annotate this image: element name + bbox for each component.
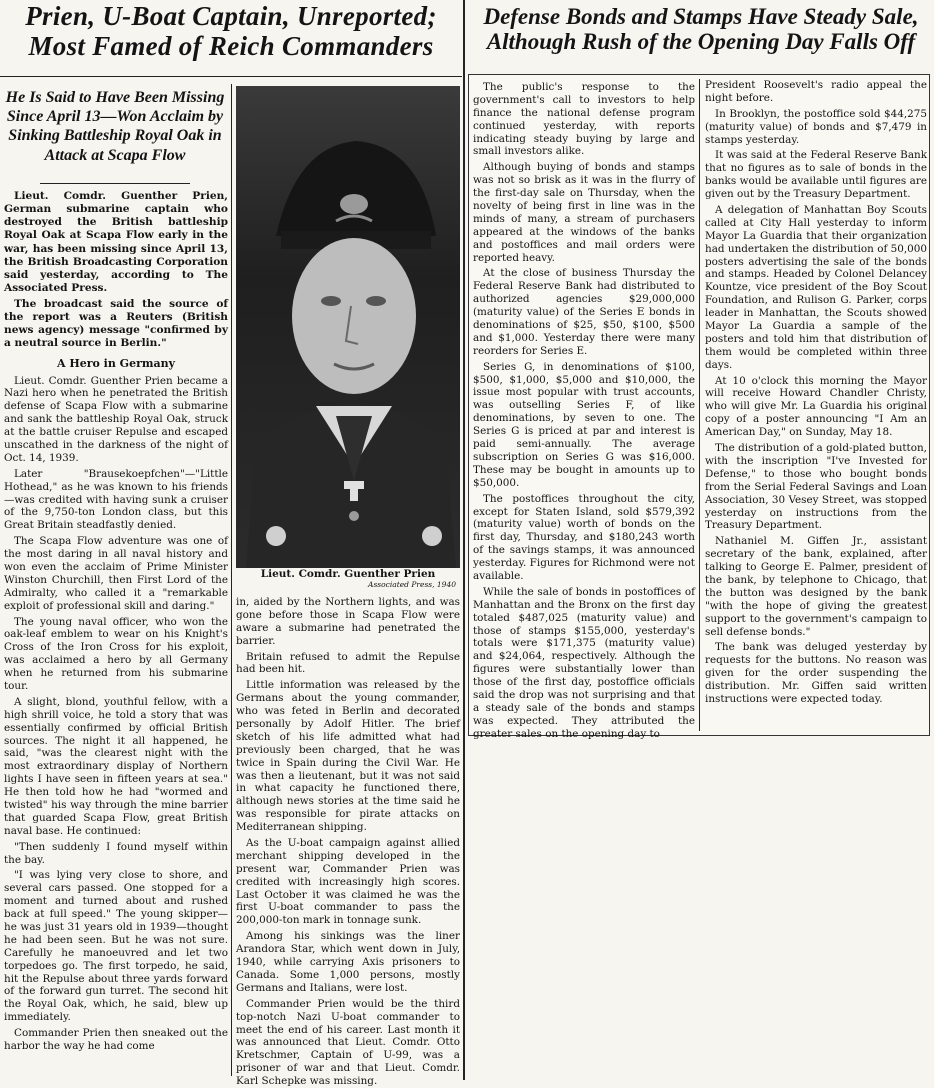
right-story-column-1 [473, 81, 695, 740]
paragraph: Among his sinkings was the liner Arandora Star, which went down in July, 1940, while carrying Axis prisoners to Canada. Some 1,000 persons, mostly Germans and Italians, were lost. [236, 930, 460, 994]
paragraph: The young naval officer, who won the oak-leaf emblem to wear on his Knight's Cross of the Iron Cross for his exploit, was acclaimed a hero by all Germany when he returned from his submarine tour. [4, 615, 228, 692]
paragraph: At 10 o'clock this morning the Mayor will receive Howard Chandler Christy, who will give Mr. La Guardia his original copy of a poster announcing "I Am an American Day," on Sunday, May 18. [705, 374, 927, 439]
paragraph: "Then suddenly I found myself within the bay. [4, 840, 228, 866]
right-column-divider [699, 79, 700, 731]
paragraph: Later "Brausekoepfchen"—"Little Hothead," as he was known to his friends—was credited with having sunk a cruiser of the 9,750-ton London class, but this Great Britain steadfastly denied. [4, 467, 228, 532]
portrait-photo [236, 86, 460, 568]
left-headline-area [0, 0, 462, 74]
paragraph: Britain refused to admit the Repulse had been hit. [236, 650, 460, 676]
paragraph: Commander Prien then sneaked out the harbor the way he had come [4, 1027, 228, 1053]
photo-caption [236, 568, 460, 592]
left-story-column-1 [4, 190, 228, 1076]
paragraph: Although buying of bonds and stamps was not so brisk as it was in the flurry of the first-day sale on Thursday, when the novelty of being first in line was in the minds of many, a stream of purchasers appeared at the windows of the banks and postoffices and mail orders were reported heavy. [473, 161, 695, 264]
paragraph: A delegation of Manhattan Boy Scouts called at City Hall yesterday to inform Mayor La Guardia that their organization had undertaken the distribution of 50,000 posters advertising the sale of the bonds and stamps. Headed by Colonel Delancey Kountze, vice president of the Boy Scout Foundation, and Rulison G. Parker, corps leader in Manhattan, the Scouts showed Mayor La Guardia a sample of the posters and told him that distribution of them would be completed within three days. [705, 204, 927, 371]
right-headline-line-1: Defense Bonds and Stamps Have Steady Sale, [483, 4, 919, 29]
column-divider-main [463, 0, 465, 1080]
paragraph: The postoffices throughout the city, except for Staten Island, sold $579,392 (maturity value) worth of bonds on the first day, Thursday, and $180,243 worth of the savings stamps, it was announced yesterday. Figures for Richmond were not available. [473, 492, 695, 582]
paragraph: Lieut. Comdr. Guenther Prien became a Nazi hero when he penetrated the British defense of Scapa Flow with a submarine and sank the battleship Royal Oak, struck at the battle cruiser Repulse and escaped unscathed in the darkness of the night of Oct. 14, 1939. [4, 374, 228, 464]
paragraph: The public's response to the government's call to investors to help finance the national defense program continued yesterday, with reports indicating steady buying by large and small investors alike. [473, 81, 695, 158]
left-headline-line-2: Most Famed of Reich Commanders [28, 30, 434, 61]
paragraph: It was said at the Federal Reserve Bank that no figures as to sale of bonds in the banks would be available until figures are given out by the Treasury Department. [705, 149, 927, 201]
right-headline-area [468, 0, 934, 74]
right-story-box [468, 74, 930, 740]
left-deck [2, 88, 228, 180]
deck-rule [40, 183, 190, 184]
headline-rule-left [0, 76, 462, 77]
paragraph: "I was lying very close to shore, and several cars passed. One stopped for a moment and turned about and rushed back at full speed." The young skipper—he was just 31 years old in 1939—thought he had been seen. But he was not sure. Carefully he manoeuvred and let two torpedoes go. The first torpedo, he said, hit the Repulse about three yards forward of the forward gun turret. The second hit the Royal Oak, which, he said, blew up immediately. [4, 869, 228, 1024]
paragraph: President Roosevelt's radio appeal the night before. [705, 79, 927, 104]
paragraph: Nathaniel M. Giffen Jr., assistant secretary of the bank, explained, after talking to George E. Palmer, president of the bank, by telephone to Chicago, that the button was designed by the bank "with the hope of giving the greatest support to the government's campaign to sell defense bonds." [705, 535, 927, 638]
paragraph: Little information was released by the Germans about the young commander, who was feted in Berlin and decorated personally by Adolf Hitler. The brief sketch of his life admitted what had previously been charged, that he was twice in Spain during the Civil War. He was then a lieutenant, but it was not said in what capacity he functioned there, although news stories at the time said he was responsible for pirate attacks on Mediterranean shipping. [236, 679, 460, 834]
paragraph: Lieut. Comdr. Guenther Prien, German submarine captain who destroyed the British battleship Royal Oak at Scapa Flow early in the war, has been missing since April 13, the British Broadcasting Corporation said yesterday, according to The Associated Press. [4, 190, 228, 294]
deck-text: He Is Said to Have Been Missing Since April 13—Won Acclaim by Sinking Battleship Royal Oak in Attack at Scapa Flow [5, 89, 225, 164]
right-story-column-2 [705, 79, 927, 733]
paragraph: In Brooklyn, the postoffice sold $44,275 (maturity value) of bonds and $7,479 in stamps yesterday. [705, 107, 927, 146]
subhead: A Hero in Germany [56, 356, 176, 370]
paragraph: A slight, blond, youthful fellow, with a high shrill voice, he told a story that was essentially confirmed by official British sources. The night it all happened, he said, "was the clearest night with the most extraordinary display of Northern lights I have seen in fifteen years at sea." He then told how he had "wormed and twisted" his way through the mine barrier that guarded Scapa Flow, great British naval base. He continued: [4, 695, 228, 837]
column-divider-left [231, 84, 232, 1076]
right-headline-line-2: Although Rush of the Opening Day Falls Off [486, 29, 916, 55]
paragraph: As the U-boat campaign against allied merchant shipping developed in the present war, Commander Prien was credited with increasingly high scores. Last October it was claimed he was the first U-boat commander to pass the 200,000-ton mark in tonnage sunk. [236, 837, 460, 927]
photo-credit: Associated Press, 1940 [368, 580, 456, 589]
caption-text: Lieut. Comdr. Guenther Prien [260, 568, 436, 580]
paragraph: Series G, in denominations of $100, $500, $1,000, $5,000 and $10,000, the issue most popular with trust accounts, was outselling Series F, of like denominations, by seven to one. The Series G is priced at par and interest is paid semi-annually. The average subscription on Series G was $16,000. These may be bought in amounts up to $50,000. [473, 360, 695, 489]
paragraph: While the sale of bonds in postoffices of Manhattan and the Bronx on the first day totaled $487,025 (maturity value) and those of stamps $155,000, yesterday's totals were $171,375 (maturity value) and $24,064, respectively. Although the figures were substantially lower than those of the first day, postoffice officials said the drop was not surprising and that a steady sale of the bonds and stamps was expected. They attributed the greater sales on the opening day to [473, 585, 695, 740]
paragraph: The bank was deluged yesterday by requests for the buttons. No reason was given for the order suspending the distribution. Mr. Giffen said written instructions were expected today. [705, 641, 927, 705]
left-story-column-2 [236, 596, 460, 1088]
paragraph: The broadcast said the source of the report was a Reuters (British news agency) message "confirmed by a neutral source in Berlin." [4, 298, 228, 350]
paragraph: The distribution of a gold-plated button, with the inscription "I've Invested for Defense," to those who bought bonds from the Serial Federal Savings and Loan Association, 30 Vesey Street, was stopped yesterday on instructions from the Treasury Department. [705, 442, 927, 532]
left-headline-line-1: Prien, U-Boat Captain, Unreported; [25, 1, 437, 31]
paragraph: The Scapa Flow adventure was one of the most daring in all naval history and won even the acclaim of Prime Minister Winston Churchill, then First Lord of the Admiralty, who called it a "remarkable exploit of professional skill and daring." [4, 535, 228, 612]
paragraph: At the close of business Thursday the Federal Reserve Bank had distributed to authorized agencies $29,000,000 (maturity value) of the Series E bonds in denominations of $25, $50, $100, $500 and $1,000. Yesterday there were many reorders for Series E. [473, 267, 695, 357]
paragraph: Commander Prien would be the third top-notch Nazi U-boat commander to meet the end of his career. Last month it was announced that Lieut. Comdr. Otto Kretschmer, Captain of U-99, was a prisoner of war and that Lieut. Comdr. Karl Schepke was missing. [236, 997, 460, 1088]
paragraph: in, aided by the Northern lights, and was gone before those in Scapa Flow were aware a submarine had penetrated the barrier. [236, 596, 460, 647]
